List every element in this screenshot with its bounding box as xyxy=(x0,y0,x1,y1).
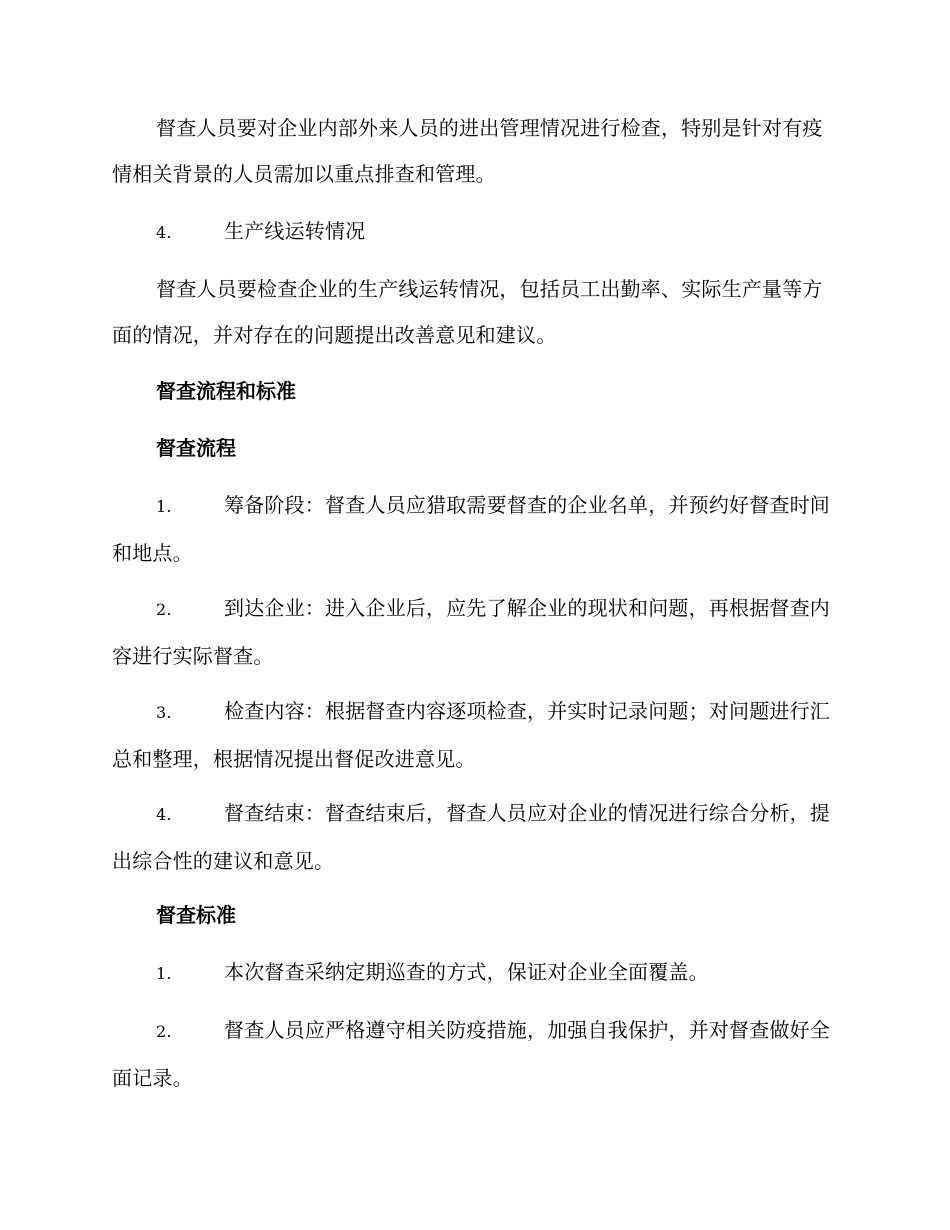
list-number: 2. xyxy=(156,1022,172,1041)
list-number: 3. xyxy=(156,703,172,722)
list-item-text: 筹备阶段：督查人员应猎取需要督查的企业名单，并预约好督查时间和地点。 xyxy=(112,493,830,565)
paragraph-visitor-management: 督查人员要对企业内部外来人员的进出管理情况进行检查，特别是针对有疫情相关背景的人员需加以重点排查和管理。 xyxy=(112,116,823,186)
list-number: 1. xyxy=(156,964,172,983)
list-item-text: 到达企业：进入企业后，应先了解企业的现状和问题，再根据督查内容进行实际督查。 xyxy=(112,596,830,668)
section-heading: 督查流程和标准 xyxy=(156,379,296,403)
list-item-text: 生产线运转情况 xyxy=(224,219,366,243)
list-number: 4. xyxy=(156,223,172,242)
list-item xyxy=(112,688,836,782)
paragraph-production-line: 督查人员要检查企业的生产线运转情况，包括员工出勤率、实际生产量等方面的情况，并对存在的问题提出改善意见和建议。 xyxy=(112,277,823,347)
list-item-text: 检查内容：根据督查内容逐项检查，并实时记录问题；对问题进行汇总和整理，根据情况提出督促改进意见。 xyxy=(112,699,830,771)
list-item-production-line xyxy=(112,208,836,256)
list-item xyxy=(112,1007,836,1101)
list-item-text: 督查结束：督查结束后，督查人员应对企业的情况进行综合分析，提出综合性的建议和意见。 xyxy=(112,801,830,873)
standard-heading: 督查标准 xyxy=(156,903,236,927)
list-item-text: 督查人员应严格遵守相关防疫措施，加强自我保护，并对督查做好全面记录。 xyxy=(112,1018,830,1090)
list-number: 2. xyxy=(156,600,172,619)
list-item-text: 本次督查采纳定期巡查的方式，保证对企业全面覆盖。 xyxy=(224,960,709,984)
list-item xyxy=(112,482,836,576)
process-heading: 督查流程 xyxy=(156,436,236,460)
list-item xyxy=(112,949,836,997)
list-item xyxy=(112,585,836,679)
list-item xyxy=(112,790,836,884)
list-number: 4. xyxy=(156,805,172,824)
list-number: 1. xyxy=(156,497,172,516)
